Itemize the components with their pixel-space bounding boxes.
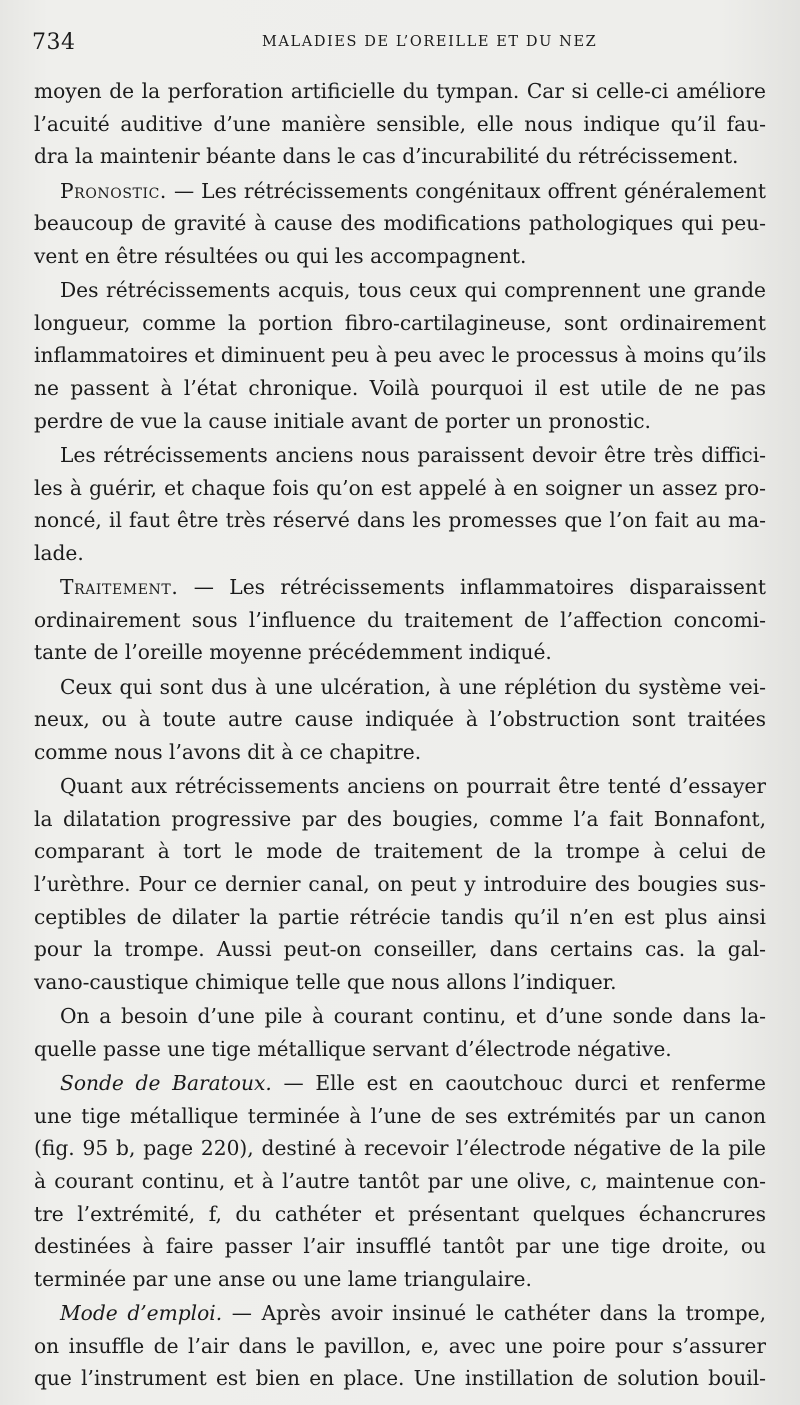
text-line: ne passent à l’état chronique. Voilà pourquoi il est utile de ne pas (34, 375, 766, 400)
text-line: Ceux qui sont dus à une ulcération, à une réplétion du système vei- (60, 674, 766, 699)
text-line: neux, ou à toute autre cause indiquée à l’obstruction sont traitées (34, 707, 766, 732)
text-line: Traitement. — Les rétrécissements inflammatoires disparaissent (60, 575, 766, 600)
text-line: tante de l’oreille moyenne précédemment indiqué. (34, 640, 552, 665)
text-line: comme nous l’avons dit à ce chapitre. (34, 739, 422, 764)
body-text (34, 75, 766, 1395)
subheading-sonde-de-baratoux: Sonde de Baratoux. (60, 1071, 272, 1096)
text-line: Sonde de Baratoux. — Elle est en caoutchouc durci et renferme (60, 1071, 766, 1096)
text-line: comparant à tort le mode de traitement de la trompe à celui de (34, 839, 766, 864)
section-heading-pronostic: Pronostic. (60, 178, 167, 203)
section-heading-traitement: Traitement. (60, 575, 179, 600)
text-line: noncé, il faut être très réservé dans les promesses que l’on fait au ma- (34, 508, 766, 533)
text-line: perdre de vue la cause initiale avant de porter un pronostic. (34, 408, 651, 433)
text-line: On a besoin d’une pile à courant continu, et d’une sonde dans la- (60, 1004, 766, 1029)
text-line: vano-caustique chimique telle que nous allons l’indiquer. (34, 969, 617, 994)
text-line: l’acuité auditive d’une manière sensible, elle nous indique qu’il fau- (34, 111, 766, 136)
text-line: Pronostic. — Les rétrécissements congénitaux offrent généralement (60, 178, 766, 203)
text-line: terminée par une anse ou une lame triangulaire. (34, 1266, 532, 1291)
text-line: beaucoup de gravité à cause des modifications pathologiques qui peu- (34, 211, 766, 236)
subheading-mode-d-emploi: Mode d’emploi. (60, 1301, 223, 1326)
text-line: une tige métallique terminée à l’une de ses extrémités par un canon (34, 1103, 766, 1128)
text-line: inflammatoires et diminuent peu à peu avec le processus à moins qu’ils (34, 343, 766, 368)
text-line: destinées à faire passer l’air insufflé tantôt par une tige droite, ou (34, 1234, 766, 1259)
text-line: la dilatation progressive par des bougies, comme l’a fait Bonnafont, (34, 806, 766, 831)
text-line: Quant aux rétrécissements anciens on pourrait être tenté d’essayer (60, 774, 766, 799)
text-line: tre l’extrémité, f, du cathéter et présentant quelques échancrures (34, 1201, 766, 1226)
text-line: que l’instrument est bien en place. Une instillation de solution bouil- (34, 1366, 766, 1391)
text-line: ordinairement sous l’influence du traitement de l’affection concomi- (34, 607, 766, 632)
text-line: à courant continu, et à l’autre tantôt par une olive, c, maintenue con- (34, 1168, 766, 1193)
running-head: MALADIES DE L’OREILLE ET DU NEZ (262, 34, 598, 50)
page-number: 734 (32, 30, 76, 55)
text-line: moyen de la perforation artificielle du tympan. Car si celle-ci améliore (34, 79, 766, 103)
text-line: dra la maintenir béante dans le cas d’incurabilité du rétrécissement. (34, 144, 739, 169)
text-line: quelle passe une tige métallique servant d’électrode négative. (34, 1036, 672, 1061)
text-line: ceptibles de dilater la partie rétrécie tandis qu’il n’en est plus ainsi (34, 904, 766, 929)
text-line: pour la trompe. Aussi peut-on conseiller, dans certains cas. la gal- (34, 937, 766, 962)
text-line: l’urèthre. Pour ce dernier canal, on peut y introduire des bougies sus- (34, 872, 766, 897)
text-line: vent en être résultées ou qui les accompagnent. (34, 243, 527, 268)
text-line: Des rétrécissements acquis, tous ceux qui comprennent une grande (60, 278, 766, 303)
text-line: on insuffle de l’air dans le pavillon, e, avec une poire pour s’assurer (34, 1333, 766, 1358)
text-line: longueur, comme la portion fibro-cartilagineuse, sont ordinairement (34, 310, 766, 335)
text-line: (fig. 95 b, page 220), destiné à recevoir l’électrode négative de la pile (34, 1136, 766, 1161)
text-line: Mode d’emploi. — Après avoir insinué le cathéter dans la trompe, (60, 1301, 766, 1326)
text-line: les à guérir, et chaque fois qu’on est appelé à en soigner un assez pro- (34, 475, 766, 500)
text-line: Les rétrécissements anciens nous paraissent devoir être très diffici- (60, 442, 766, 467)
text-line: lade. (34, 540, 84, 565)
page-header (32, 30, 766, 60)
